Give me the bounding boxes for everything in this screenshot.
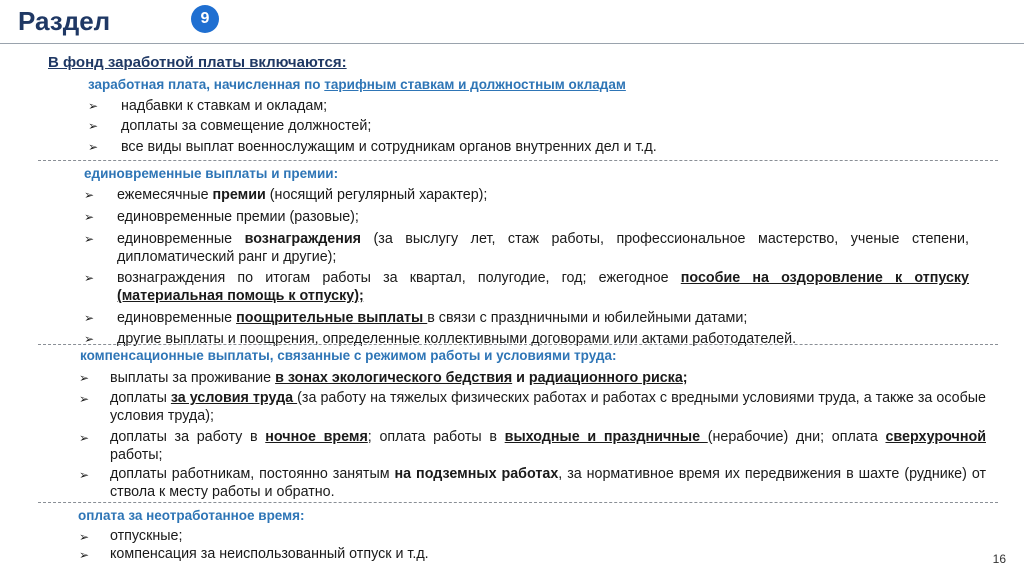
bullet-icon: ➢ [84,311,95,325]
section-divider [38,344,998,345]
page-number: 16 [992,552,1006,566]
bullet-icon: ➢ [84,271,95,285]
section2-item: единовременные вознаграждения (за выслугу лет, стаж работы, профессиональное мастерство, ученые степени, дипломатический ранг и другие); [117,231,969,265]
bullet-icon: ➢ [84,332,95,346]
section2-title: единовременные выплаты и премии: [84,166,339,181]
section3-item: доплаты за условия труда (за работу на тяжелых физических работах и работах с вредными условиями труда, а также за особые условия труда); [110,390,986,424]
bullet-icon: ➢ [84,210,95,224]
section1-title [88,77,626,92]
bullet-icon: ➢ [79,371,90,385]
section2-item: единовременные премии (разовые); [117,209,359,225]
bullet-icon: ➢ [79,548,90,562]
section4-item: компенсация за неиспользованный отпуск и т.д. [110,546,429,562]
section-divider [38,160,998,161]
header-divider [0,43,1024,44]
section3-item: доплаты работникам, постоянно занятым на подземных работах, за нормативное время их передвижения в шахте (руднике) от ствола к месту работы и обратно. [110,466,987,500]
section2-item: единовременные поощрительные выплаты в связи с праздничными и юбилейными датами; [117,310,748,326]
section4-item: отпускные; [110,528,183,544]
section-title: Раздел [18,6,111,36]
section3-item: доплаты за работу в ночное время; оплата работы в выходные и праздничные (нерабочие) дни; оплата сверхурочной работы; [110,429,986,463]
section1-item: доплаты за совмещение должностей; [121,118,372,134]
bullet-icon: ➢ [79,468,90,482]
section-number-badge: 9 [191,5,219,33]
section-divider [38,502,998,503]
section1-item: надбавки к ставкам и окладам; [121,98,328,114]
bullet-icon: ➢ [88,99,99,113]
bullet-icon: ➢ [79,431,90,445]
section2-item: вознаграждения по итогам работы за квартал, полугодие, год; ежегодное пособие на оздоровление к отпуску (материальная помощь к отпуску); [117,270,970,304]
section2-item: ежемесячные премии (носящий регулярный характер); [117,187,488,203]
bullet-icon: ➢ [79,530,90,544]
section1-title-text: заработная плата, начисленная по [88,77,325,92]
bullet-icon: ➢ [84,232,95,246]
section4-title: оплата за неотработанное время: [78,508,305,523]
section3-title: компенсационные выплаты, связанные с режимом работы и условиями труда: [80,348,617,363]
section3-item: выплаты за проживание в зонах экологического бедствия и радиационного риска; [110,370,688,386]
section1-title-link: тарифным ставкам и должностным окладам [324,77,626,92]
bullet-icon: ➢ [88,140,99,154]
bullet-icon: ➢ [88,119,99,133]
bullet-icon: ➢ [84,188,95,202]
main-heading: В фонд заработной платы включаются: [48,54,347,71]
section1-item: все виды выплат военнослужащим и сотрудникам органов внутренних дел и т.д. [121,139,657,155]
bullet-icon: ➢ [79,392,90,406]
section2-item: другие выплаты и поощрения, определенные коллективными договорами или актами работодателей. [117,331,797,347]
